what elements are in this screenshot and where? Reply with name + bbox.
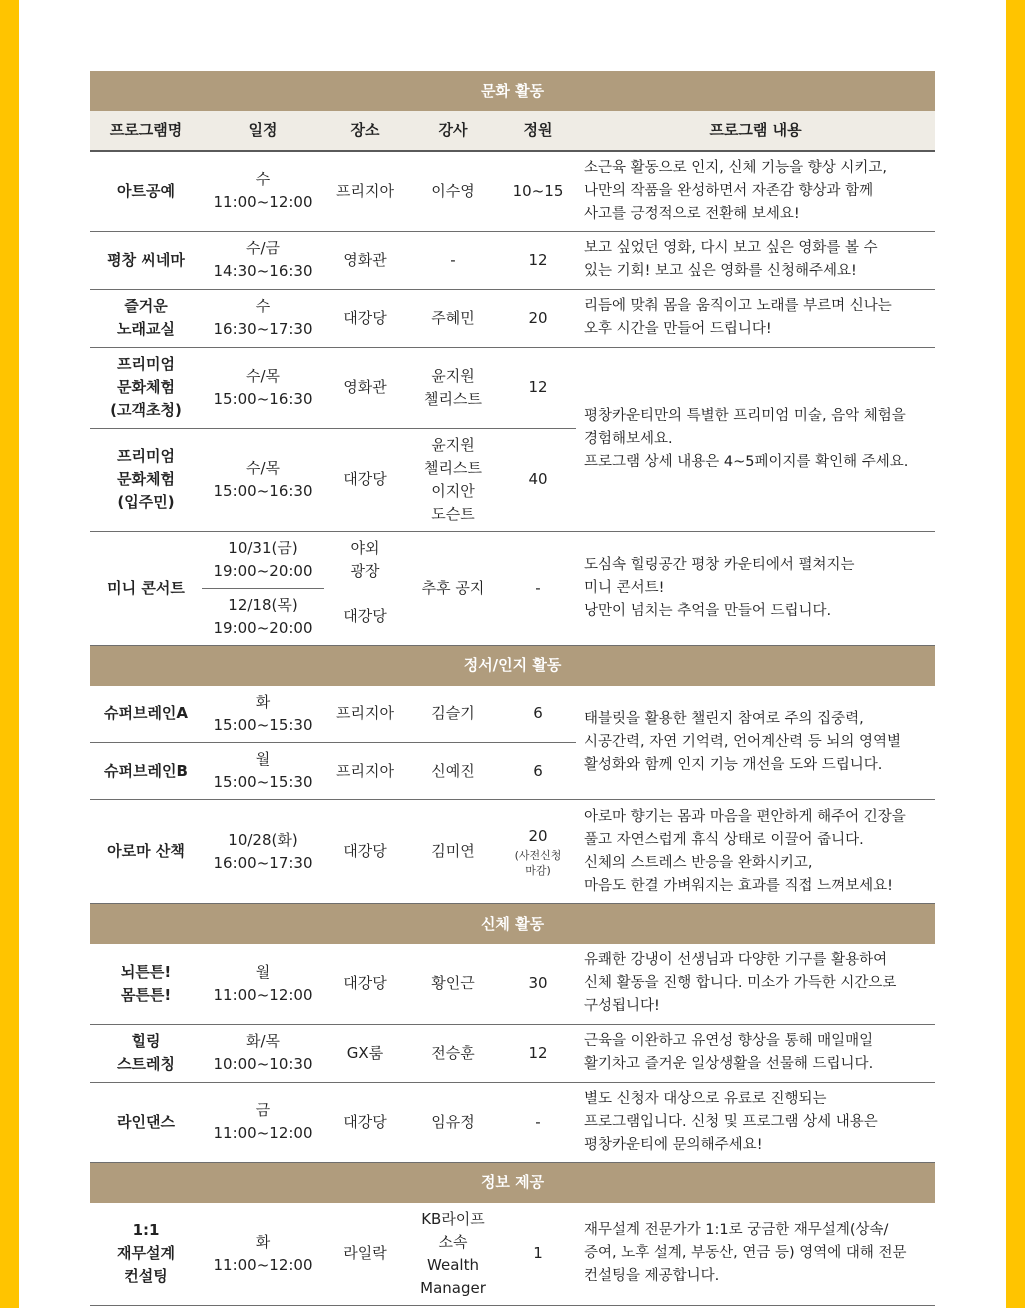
schedule: 금 11:00~12:00 xyxy=(202,1082,324,1162)
description: 근육을 이완하고 유연성 향상을 통해 매일매일 활기차고 즐거운 일상생활을 선물해 드립니다. xyxy=(576,1024,935,1082)
description: 리듬에 맞춰 몸을 움직이고 노래를 부르며 신나는 오후 시간을 만들어 드립니다! xyxy=(576,289,935,347)
header-schedule: 일정 xyxy=(202,111,324,151)
capacity-note: (사전신청 마감) xyxy=(514,849,562,877)
header-program-name: 프로그램명 xyxy=(90,111,202,151)
capacity: 12 xyxy=(500,1024,576,1082)
table-row xyxy=(90,531,935,588)
section-emotion xyxy=(90,645,935,686)
description: 소근육 활동으로 인지, 신체 기능을 향상 시키고, 나만의 작품을 완성하면서 자존감 향상과 함께 사고를 긍정적으로 전환해 보세요! xyxy=(576,151,935,231)
capacity: - xyxy=(500,1082,576,1162)
left-yellow-border xyxy=(0,0,19,1308)
capacity: 12 xyxy=(500,231,576,289)
program-name: 라인댄스 xyxy=(90,1082,202,1162)
header-capacity: 정원 xyxy=(500,111,576,151)
schedule: 수/목 15:00~16:30 xyxy=(202,347,324,428)
schedule: 화 11:00~12:00 xyxy=(202,1203,324,1306)
capacity-cell xyxy=(500,800,576,904)
table-row xyxy=(90,1203,935,1306)
program-name: 아로마 산책 xyxy=(90,800,202,904)
right-yellow-border xyxy=(1006,0,1025,1308)
program-name: 미니 콘서트 xyxy=(90,531,202,645)
capacity: 20 xyxy=(528,827,548,845)
instructor: 윤지원 첼리스트 이지안 도슨트 xyxy=(406,428,500,531)
instructor: 전승훈 xyxy=(406,1024,500,1082)
program-name: 프리미엄 문화체험 (입주민) xyxy=(90,428,202,531)
table-row xyxy=(90,800,935,904)
capacity: 30 xyxy=(500,944,576,1024)
section-title: 정서/인지 활동 xyxy=(90,645,935,686)
table-row xyxy=(90,289,935,347)
program-name: 슈퍼브레인A xyxy=(90,686,202,743)
schedule: 10/31(금) 19:00~20:00 xyxy=(202,531,324,588)
schedule: 화/목 10:00~10:30 xyxy=(202,1024,324,1082)
place: 영화관 xyxy=(324,231,406,289)
schedule: 월 11:00~12:00 xyxy=(202,944,324,1024)
place: 프리지아 xyxy=(324,743,406,800)
description: 보고 싶었던 영화, 다시 보고 싶은 영화를 볼 수 있는 기회! 보고 싶은 영화를 신청해주세요! xyxy=(576,231,935,289)
table-row xyxy=(90,347,935,428)
schedule: 화 15:00~15:30 xyxy=(202,686,324,743)
description: 재무설계 전문가가 1:1로 궁금한 재무설계(상속/ 증여, 노후 설계, 부동산, 연금 등) 영역에 대해 전문 컨설팅을 제공합니다. xyxy=(576,1203,935,1306)
instructor: 신예진 xyxy=(406,743,500,800)
place: GX룸 xyxy=(324,1024,406,1082)
schedule: 10/28(화) 16:00~17:30 xyxy=(202,800,324,904)
instructor: 임유정 xyxy=(406,1082,500,1162)
table-row xyxy=(90,231,935,289)
header-row xyxy=(90,111,935,151)
program-name: 프리미엄 문화체험 (고객초청) xyxy=(90,347,202,428)
section-title: 정보 제공 xyxy=(90,1162,935,1203)
instructor: 김슬기 xyxy=(406,686,500,743)
capacity: 40 xyxy=(500,428,576,531)
place: 야외 광장 xyxy=(350,538,380,580)
section-physical xyxy=(90,904,935,945)
program-name: 평창 씨네마 xyxy=(90,231,202,289)
header-place: 장소 xyxy=(324,111,406,151)
place: 대강당 xyxy=(324,944,406,1024)
place: 영화관 xyxy=(324,347,406,428)
program-schedule-table xyxy=(90,71,935,1306)
place: 대강당 xyxy=(324,800,406,904)
capacity: 6 xyxy=(500,743,576,800)
instructor: - xyxy=(406,231,500,289)
table-row xyxy=(90,686,935,743)
section-title: 문화 활동 xyxy=(90,71,935,111)
section-culture xyxy=(90,71,935,111)
instructor: 윤지원 첼리스트 xyxy=(406,347,500,428)
header-description: 프로그램 내용 xyxy=(576,111,935,151)
place: 대강당 xyxy=(324,1082,406,1162)
place: 대강당 xyxy=(324,289,406,347)
schedule: 수/금 14:30~16:30 xyxy=(202,231,324,289)
schedule: 월 15:00~15:30 xyxy=(202,743,324,800)
capacity: 20 xyxy=(500,289,576,347)
table-row xyxy=(90,151,935,231)
description: 태블릿을 활용한 챌린지 참여로 주의 집중력, 시공간력, 자연 기억력, 언어계산력 등 뇌의 영역별 활성화와 함께 인지 기능 개선을 도와 드립니다. xyxy=(576,686,935,800)
instructor: 이수영 xyxy=(406,151,500,231)
place: 라일락 xyxy=(324,1203,406,1306)
schedule: 수 16:30~17:30 xyxy=(202,289,324,347)
description: 평창카운티만의 특별한 프리미엄 미술, 음악 체험을 경험해보세요. 프로그램 상세 내용은 4~5페이지를 확인해 주세요. xyxy=(576,347,935,531)
capacity: 1 xyxy=(500,1203,576,1306)
schedule: 수 11:00~12:00 xyxy=(202,151,324,231)
table-row xyxy=(90,944,935,1024)
capacity: 12 xyxy=(500,347,576,428)
program-name: 힐링 스트레칭 xyxy=(90,1024,202,1082)
instructor: 김미연 xyxy=(406,800,500,904)
program-name: 뇌튼튼! 몸튼튼! xyxy=(90,944,202,1024)
instructor: 추후 공지 xyxy=(406,531,500,645)
table-row xyxy=(90,1024,935,1082)
schedule: 수/목 15:00~16:30 xyxy=(202,428,324,531)
place: 프리지아 xyxy=(324,686,406,743)
description: 아로마 향기는 몸과 마음을 편안하게 해주어 긴장을 풀고 자연스럽게 휴식 상태로 이끌어 줍니다. 신체의 스트레스 반응을 완화시키고, 마음도 한결 가벼워지는 효과를 직접 느껴보세요! xyxy=(576,800,935,904)
description: 도심속 힐링공간 평창 카운티에서 펼쳐지는 미니 콘서트! 낭만이 넘치는 추억을 만들어 드립니다. xyxy=(576,531,935,645)
place: 프리지아 xyxy=(324,151,406,231)
table-row xyxy=(90,1082,935,1162)
description: 유쾌한 강냉이 선생님과 다양한 기구를 활용하여 신체 활동을 진행 합니다. 미소가 가득한 시간으로 구성됩니다! xyxy=(576,944,935,1024)
description: 별도 신청자 대상으로 유료로 진행되는 프로그램입니다. 신청 및 프로그램 상세 내용은 평창카운티에 문의해주세요! xyxy=(576,1082,935,1162)
instructor: 주혜민 xyxy=(406,289,500,347)
program-name: 아트공예 xyxy=(90,151,202,231)
section-info xyxy=(90,1162,935,1203)
place: 대강당 xyxy=(324,428,406,531)
section-title: 신체 활동 xyxy=(90,904,935,945)
instructor: 황인근 xyxy=(406,944,500,1024)
program-name: 즐거운 노래교실 xyxy=(90,289,202,347)
capacity: 6 xyxy=(500,686,576,743)
place: 대강당 xyxy=(324,588,406,645)
program-name: 1:1 재무설계 컨설팅 xyxy=(90,1203,202,1306)
schedule: 12/18(목) 19:00~20:00 xyxy=(202,588,324,645)
capacity: 10~15 xyxy=(500,151,576,231)
capacity: - xyxy=(500,531,576,645)
header-instructor: 강사 xyxy=(406,111,500,151)
instructor: KB라이프 소속 Wealth Manager xyxy=(406,1203,500,1306)
program-name: 슈퍼브레인B xyxy=(90,743,202,800)
